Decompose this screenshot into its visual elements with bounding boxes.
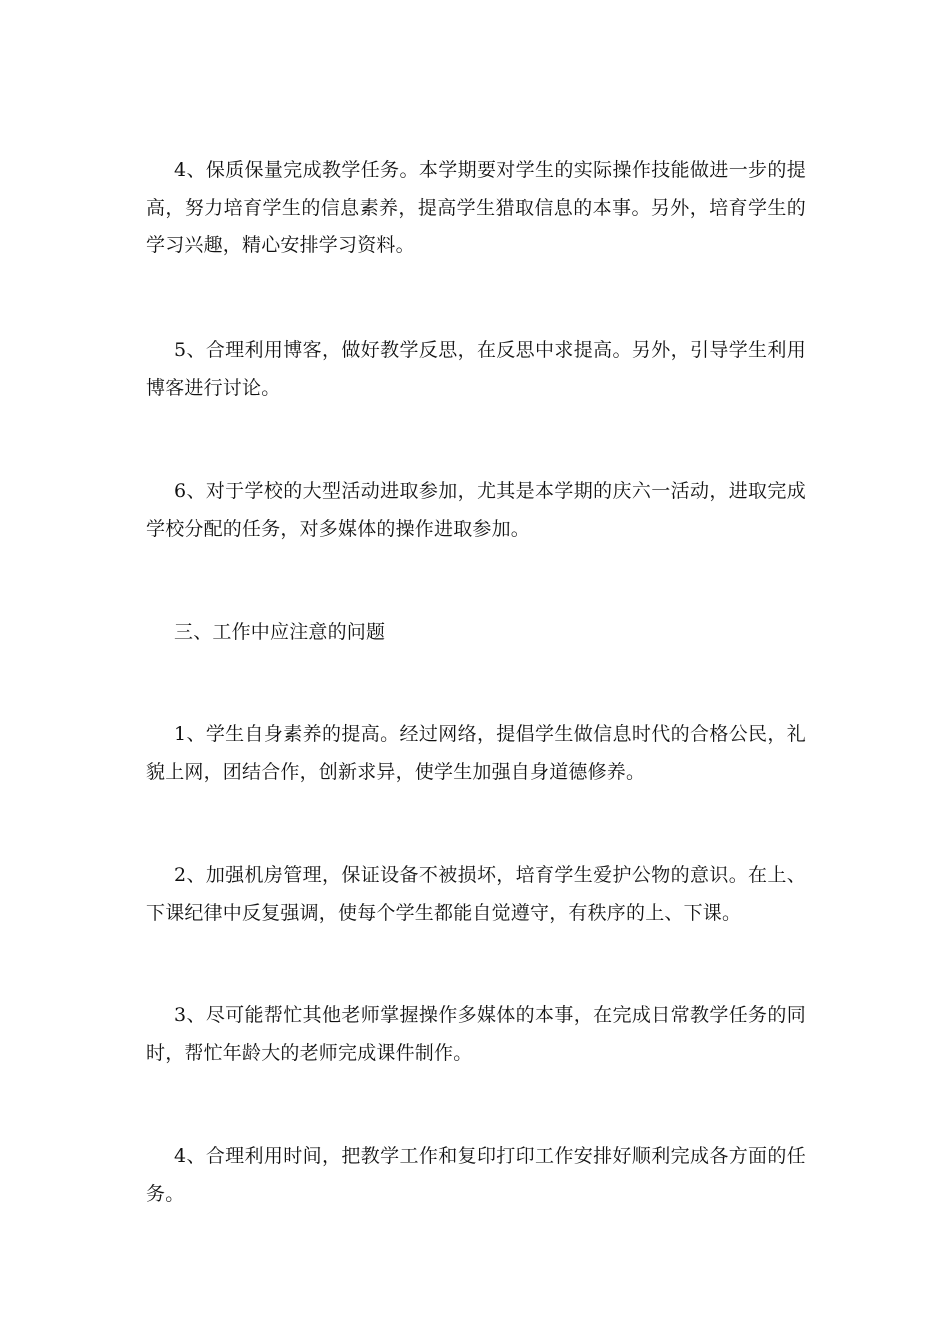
section-heading-issues: 三、工作中应注意的问题 bbox=[174, 621, 386, 643]
paragraph-help-teachers: 3、尽可能帮忙其他老师掌握操作多媒体的本事，在完成日常教学任务的同时，帮忙年龄大的老师完成课件制作。 bbox=[146, 1004, 806, 1064]
paragraph-school-activities: 6、对于学校的大型活动进取参加，尤其是本学期的庆六一活动，进取完成学校分配的任务，对多媒体的操作进取参加。 bbox=[146, 480, 806, 540]
paragraph-blog-reflection: 5、合理利用博客，做好教学反思，在反思中求提高。另外，引导学生利用博客进行讨论。 bbox=[146, 339, 806, 399]
paragraph-lab-management: 2、加强机房管理，保证设备不被损坏，培育学生爱护公物的意识。在上、下课纪律中反复强调，使每个学生都能自觉遵守，有秩序的上、下课。 bbox=[146, 864, 806, 924]
paragraph-time-management: 4、合理利用时间，把教学工作和复印打印工作安排好顺利完成各方面的任务。 bbox=[146, 1145, 806, 1205]
paragraph-student-literacy: 1、学生自身素养的提高。经过网络，提倡学生做信息时代的合格公民，礼貌上网，团结合作，创新求异，使学生加强自身道德修养。 bbox=[146, 723, 806, 783]
paragraph-task-completion: 4、保质保量完成教学任务。本学期要对学生的实际操作技能做进一步的提高，努力培育学生的信息素养，提高学生猎取信息的本事。另外，培育学生的学习兴趣，精心安排学习资料。 bbox=[146, 159, 806, 256]
